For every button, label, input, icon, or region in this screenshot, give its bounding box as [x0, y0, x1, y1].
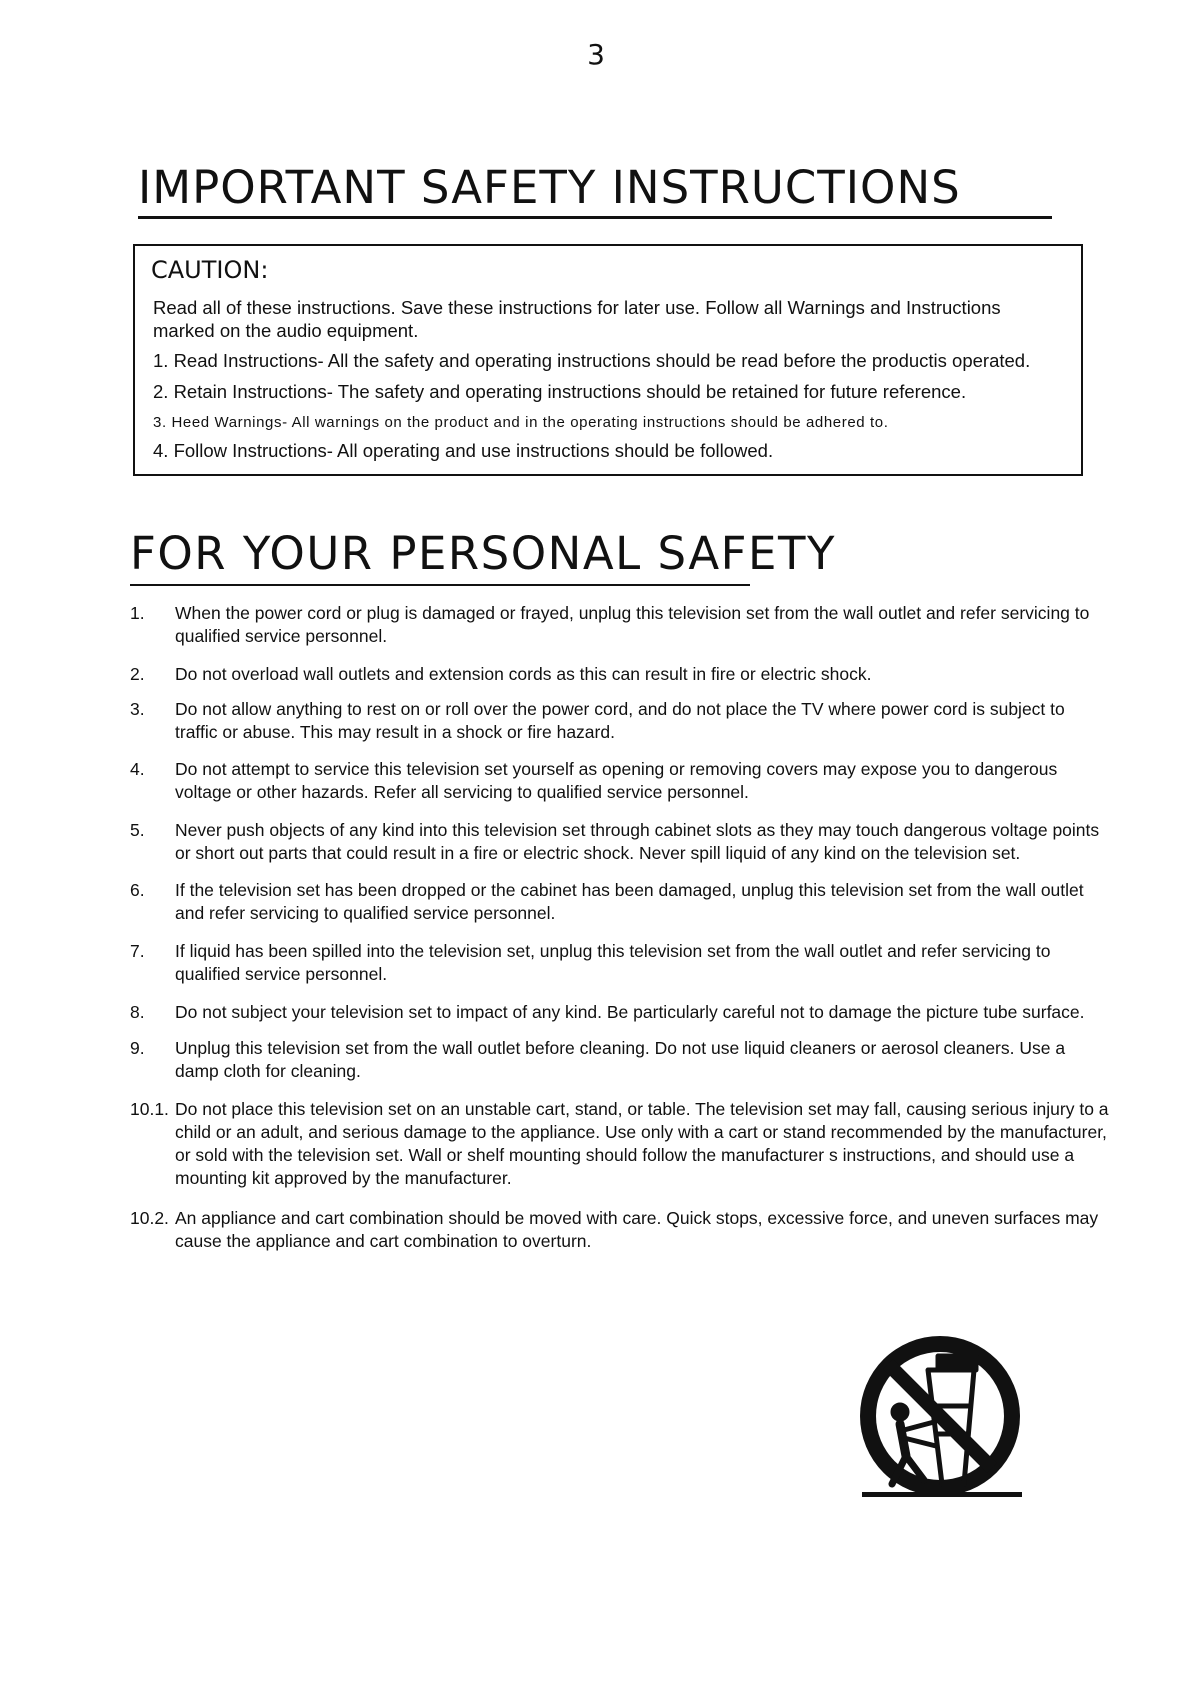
important-safety-title: IMPORTANT SAFETY INSTRUCTIONS: [138, 160, 1052, 219]
cart-tip-over-warning-icon: [848, 1334, 1032, 1508]
list-item-number: 10.1.: [130, 1099, 169, 1119]
list-item-text: Do not overload wall outlets and extension cords as this can result in fire or electric shock.: [175, 664, 872, 684]
list-item-text: Do not subject your television set to impact of any kind. Be particularly careful not to damage the picture tube surface.: [175, 1002, 1085, 1022]
personal-safety-title: FOR YOUR PERSONAL SAFETY: [130, 527, 836, 580]
list-item-number: 3.: [130, 699, 145, 719]
list-item-text: Do not allow anything to rest on or roll over the power cord, and do not place the TV where power cord is subject to traffic or abuse. This may result in a shock or fire hazard.: [175, 699, 1065, 742]
caution-item: 2. Retain Instructions- The safety and operating instructions should be retained for future reference.: [153, 381, 967, 402]
title-underline: [130, 584, 750, 586]
list-item-text: If liquid has been spilled into the television set, unplug this television set from the wall outlet and refer servicing to qualified service personnel.: [175, 941, 1051, 984]
list-item-number: 7.: [130, 941, 145, 961]
page-number: 3: [587, 38, 605, 71]
list-item-text: When the power cord or plug is damaged or frayed, unplug this television set from the wall outlet and refer servicing to qualified service personnel.: [175, 603, 1090, 646]
list-item-number: 6.: [130, 880, 145, 900]
caution-title: CAUTION:: [151, 256, 269, 284]
list-item-text: Do not attempt to service this television set yourself as opening or removing covers may expose you to dangerous voltage or other hazards. Refer all servicing to qualified service personnel.: [175, 759, 1058, 802]
caution-item: 3. Heed Warnings- All warnings on the product and in the operating instructions should be adhered to.: [153, 414, 889, 431]
list-item-number: 4.: [130, 759, 145, 779]
list-item-number: 1.: [130, 603, 145, 623]
caution-item: 1. Read Instructions- All the safety and operating instructions should be read before the productis operated.: [153, 350, 1031, 371]
caution-text: Read all of these instructions. Save these instructions for later use. Follow all Warnings and Instructions marked on the audio equipment.: [153, 297, 1001, 341]
list-item-text: Never push objects of any kind into this television set through cabinet slots as they may touch dangerous voltage points or short out parts that could result in a fire or electric shock. Never spill liquid of any kind on the television set.: [175, 820, 1100, 863]
caution-box: [133, 244, 1083, 476]
caution-item: 4. Follow Instructions- All operating and use instructions should be followed.: [153, 440, 774, 461]
list-item-number: 10.2.: [130, 1208, 169, 1228]
list-item-number: 5.: [130, 820, 145, 840]
list-item-number: 2.: [130, 664, 145, 684]
list-item-text: Unplug this television set from the wall outlet before cleaning. Do not use liquid cleaners or aerosol cleaners. Use a damp cloth for cleaning.: [175, 1038, 1066, 1081]
list-item-number: 9.: [130, 1038, 145, 1058]
list-item-text: An appliance and cart combination should be moved with care. Quick stops, excessive force, and uneven surfaces may cause the appliance and cart combination to overturn.: [175, 1208, 1099, 1251]
list-item-number: 8.: [130, 1002, 145, 1022]
list-item-text: If the television set has been dropped or the cabinet has been damaged, unplug this television set from the wall outlet and refer servicing to qualified service personnel.: [175, 880, 1084, 923]
list-item-text: Do not place this television set on an unstable cart, stand, or table. The television set may fall, causing serious injury to a child or an adult, and serious damage to the appliance. Use only with a cart or stand recommended by the manufacturer, or sold with the television set. Wall or shelf mounting should follow the manufacturer s instructions, and should use a mounting kit approved by the manufacturer.: [175, 1099, 1109, 1188]
